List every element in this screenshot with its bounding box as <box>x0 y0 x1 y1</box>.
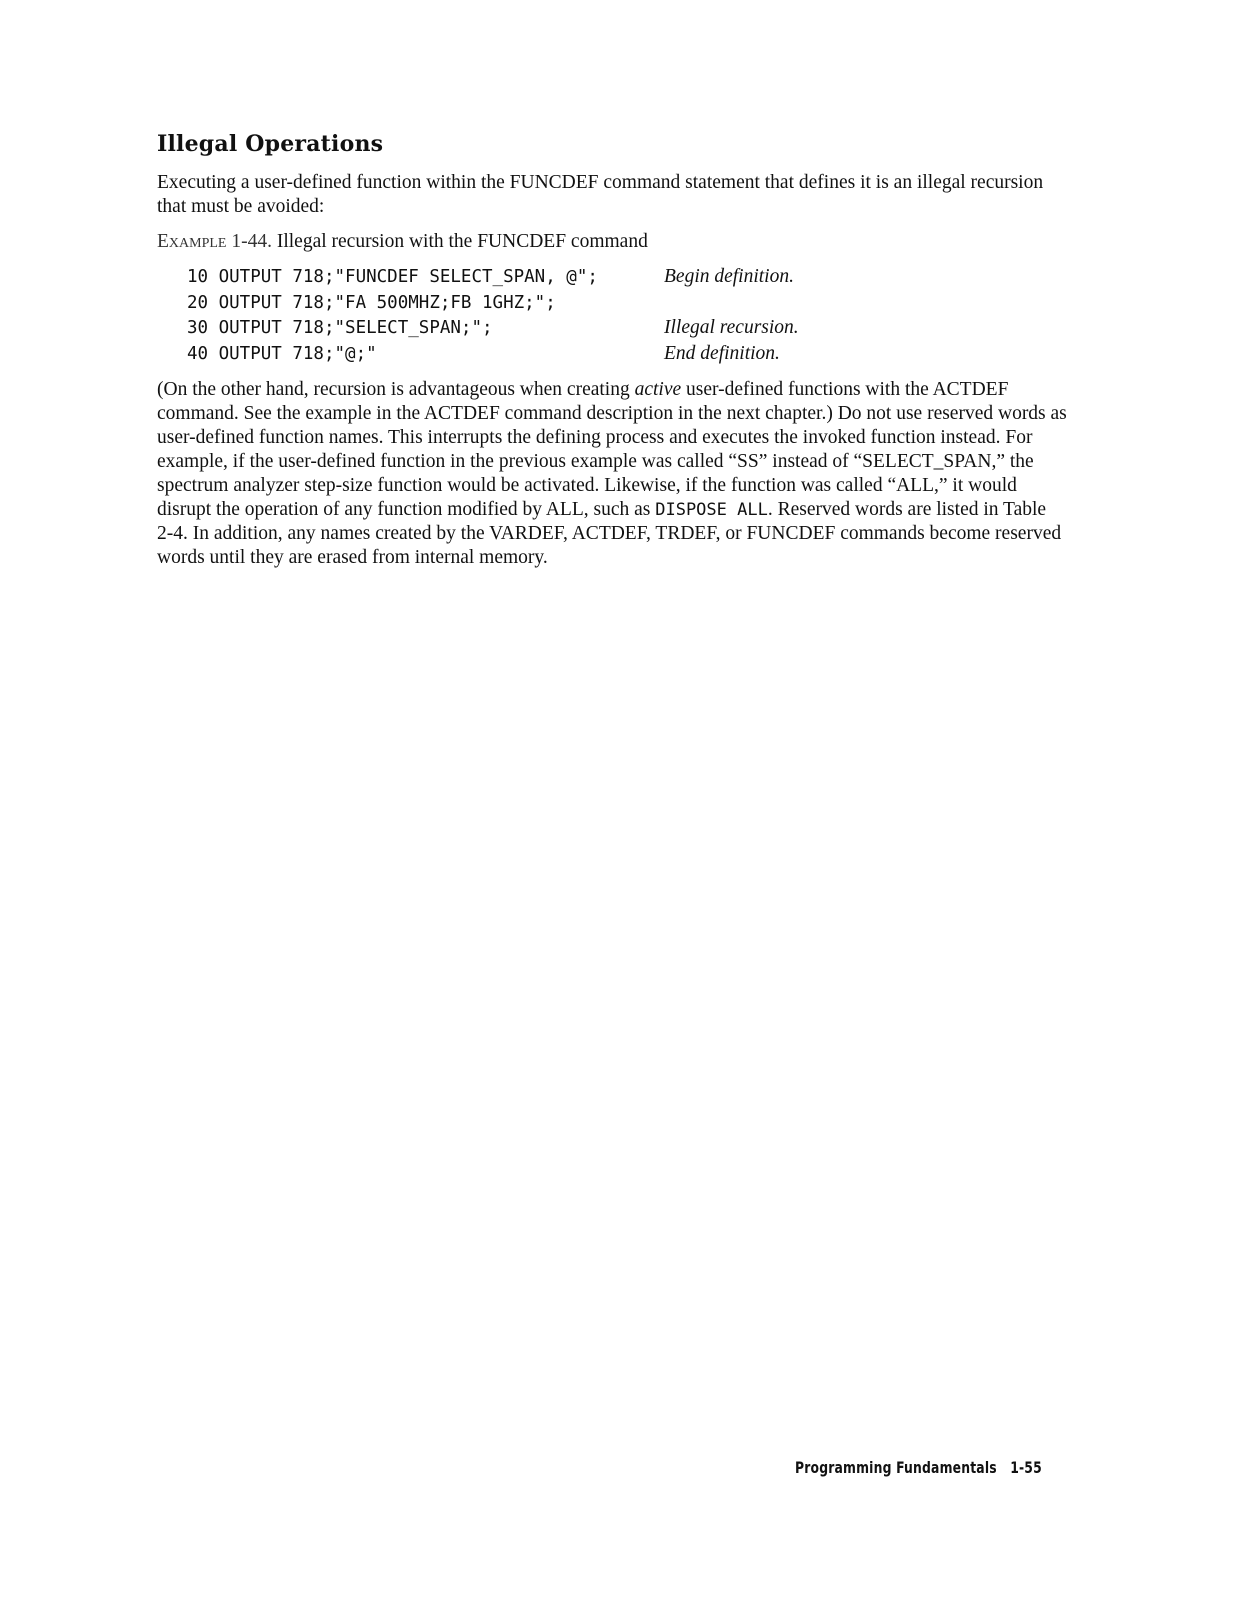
body-text-part3: . Reserved words are listed in Table 2-4. In addition, any names created by the VARDEF, ACTDEF, TRDEF, or FUNCDEF commands become reserved words until they are erased from internal memory. <box>157 499 1062 568</box>
code-text: 20 OUTPUT 718;"FA 500MHZ;FB 1GHZ;"; <box>187 292 556 313</box>
code-line <box>187 316 799 342</box>
code-text: 30 OUTPUT 718;"SELECT_SPAN;"; <box>187 318 493 338</box>
example-label: Example 1-44. <box>157 231 272 252</box>
body-code-term: DISPOSE ALL <box>655 500 768 520</box>
code-comment: End definition. <box>664 342 780 364</box>
code-comment: Begin definition. <box>664 266 794 287</box>
example-caption <box>157 230 648 254</box>
code-line <box>187 291 556 317</box>
body-text-part2: user-defined functions with the ACTDEF command. See the example in the ACTDEF command description in the next chapter.) Do not use reserved words as user-defined function names. This interrupts the defining process and executes the invoked function instead. For example, if the user-defined function in the previous example was called “SS” instead of “SELECT_SPAN,” the spectrum analyzer step-size function would be activated. Likewise, if the function was called “ALL,” it would disrupt the operation of any function modified by ALL, such as <box>157 379 1067 520</box>
code-comment: Illegal recursion. <box>664 317 799 338</box>
code-text: 10 OUTPUT 718;"FUNCDEF SELECT_SPAN, @"; <box>187 267 598 287</box>
section-heading: Illegal Operations <box>157 131 384 157</box>
intro-paragraph: Executing a user-defined function within the FUNCDEF command statement that defines it is an illegal recursion that must be avoided: <box>157 172 1044 217</box>
code-line <box>187 265 794 291</box>
body-paragraph <box>157 378 1067 570</box>
footer-page-number: 1-55 <box>1010 1458 1042 1477</box>
footer-section-name: Programming Fundamentals <box>795 1458 997 1477</box>
code-text: 40 OUTPUT 718;"@;" <box>187 343 377 364</box>
example-title: Illegal recursion with the FUNCDEF command <box>276 231 648 252</box>
body-emphasis: active <box>634 379 682 400</box>
code-line <box>187 342 780 368</box>
body-text-part1: (On the other hand, recursion is advantageous when creating <box>157 379 635 400</box>
code-listing <box>187 265 799 367</box>
page-footer <box>795 1458 1042 1477</box>
